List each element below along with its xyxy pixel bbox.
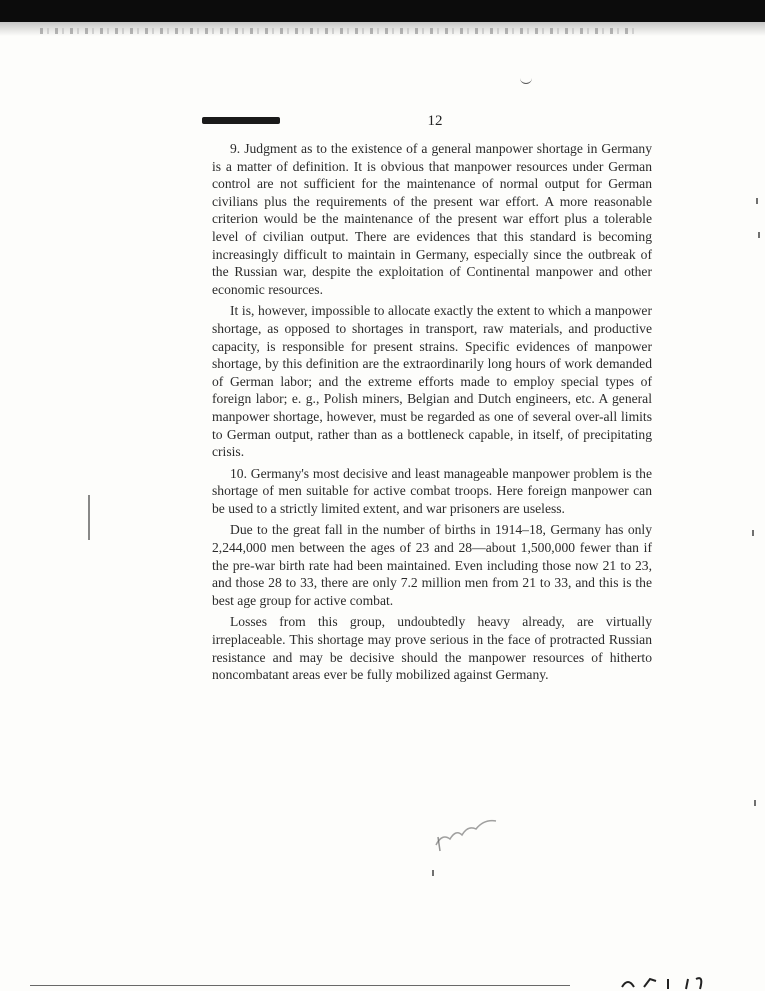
page-number: 12 — [427, 113, 443, 129]
redaction-bar — [202, 117, 280, 124]
scan-speck — [758, 232, 760, 238]
paragraph-3: 10. Germany's most decisive and least manageable manpower problem is the shortage of men suitable for active combat troops. Here foreign manpower can be used to a strictly limited extent, and war prisoners are useless. — [212, 465, 652, 516]
scan-top-band — [0, 0, 765, 22]
document-body — [212, 140, 652, 688]
scan-speck — [752, 530, 754, 536]
margin-mark — [88, 495, 90, 540]
scan-speck — [432, 870, 434, 876]
pen-tick-mark — [520, 78, 532, 84]
paragraph-5: Losses from this group, undoubtedly heavy already, are virtually irreplaceable. This shortage may prove serious in the face of protracted Russian resistance and may be decisive should the manpower resources of hitherto noncombatant areas ever be fully mobilized against Germany. — [212, 614, 652, 683]
paragraph-4: Due to the great fall in the number of births in 1914–18, Germany has only 2,244,000 men between the ages of 23 and 28—about 1,500,000 fewer than if the pre-war birth rate had been maintained. Even including those now 21 to 23, and those 28 to 33, there are only 7.2 million men from 21 to 33, and this is the best age group for active combat. — [212, 522, 652, 608]
faint-stamp-mark — [432, 815, 502, 855]
bottom-scan-rule — [30, 985, 570, 986]
corner-handwriting-mark — [620, 975, 730, 991]
paragraph-1: 9. Judgment as to the existence of a general manpower shortage in Germany is a matter of definition. It is obvious that manpower resources under German control are not sufficient for the maintenance of normal output for German civilians plus the requirements of the present war effort. A more reasonable criterion would be the maintenance of the present war effort plus a tolerable level of civilian output. There are evidences that this standard is becoming increasingly difficult to maintain in Germany, especially since the outbreak of the Russian war, despite the exploitation of Continental manpower and other economic resources. — [212, 141, 652, 297]
paragraph-2: It is, however, impossible to allocate exactly the extent to which a manpower shortage, as opposed to shortages in transport, raw materials, and productive capacity, is responsible for present strains. Specific evidences of manpower shortage, by this definition are the extraordinarily long hours of work demanded of German labor; and the extreme efforts made to employ special types of foreign labor; e. g., Polish miners, Belgian and Dutch engineers, etc. A general manpower shortage, however, must be regarded as one of several over-all limits to German output, rather than as a bottleneck capable, in itself, of precipitating crisis. — [212, 303, 652, 460]
scan-speck — [756, 198, 758, 204]
scan-noise-strip — [40, 28, 640, 34]
scan-speck — [754, 800, 756, 806]
